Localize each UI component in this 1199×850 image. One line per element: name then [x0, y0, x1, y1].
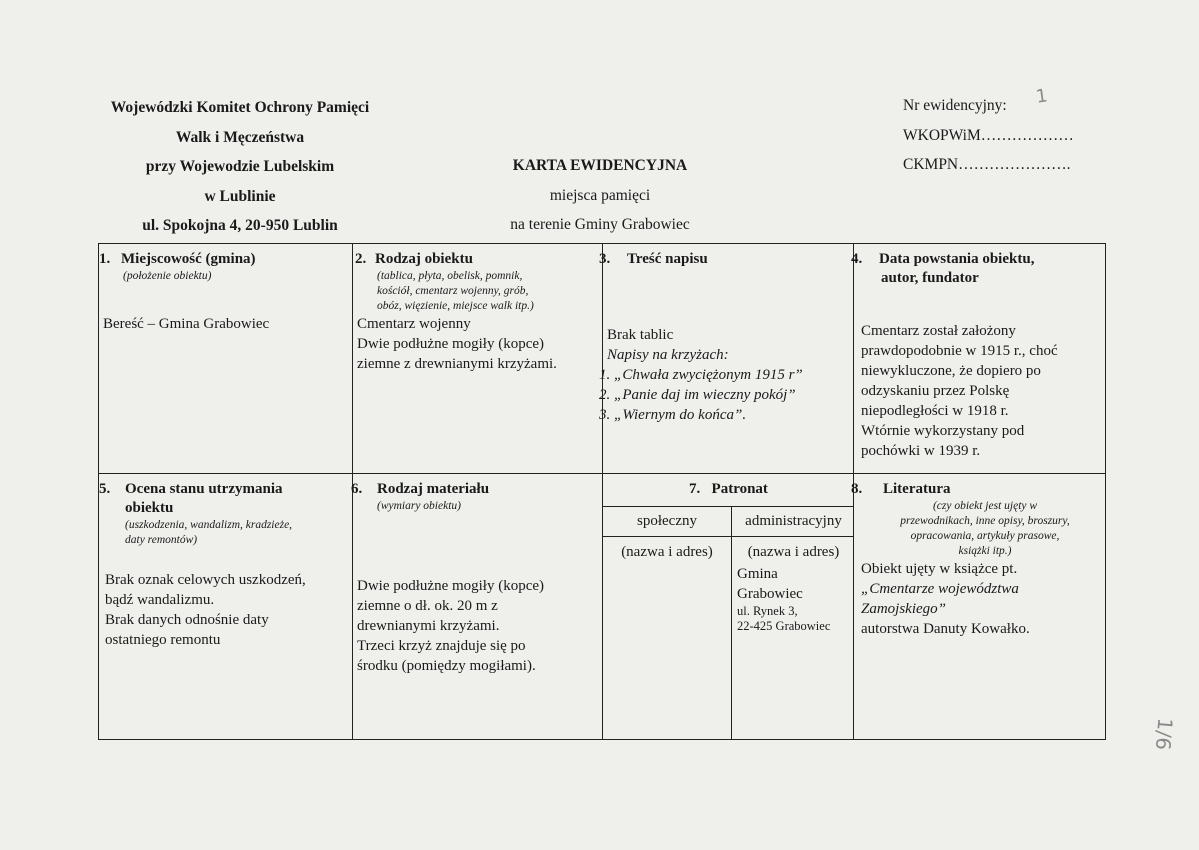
patronat-subheader-divider	[603, 536, 854, 537]
cell-title: Data powstania obiektu,	[879, 251, 1035, 267]
condition-line: Brak danych odnośnie daty	[105, 612, 269, 628]
issuer-line: ul. Spokojna 4, 20-950 Lublin	[142, 217, 338, 234]
issuer-line: Walk i Męczeństwa	[175, 128, 305, 146]
cell-title: Patronat	[711, 481, 768, 497]
material-line: ziemne o dł. ok. 20 m z	[357, 598, 498, 614]
patronat-header-divider	[603, 506, 854, 507]
origin-line: pochówki w 1939 r.	[861, 443, 981, 459]
document-title: KARTA EWIDENCYJNA	[512, 157, 688, 174]
origin-line: Cmentarz został założony	[861, 323, 1016, 339]
record-form	[98, 243, 1106, 740]
cell-title: autor, fundator	[881, 270, 979, 286]
ckmpn-field: CKMPN………………….	[903, 156, 1071, 173]
cell-title: Literatura	[883, 481, 951, 497]
cell-material	[351, 480, 601, 676]
cell-hint: obóz, więzienie, miejsce walk itp.)	[377, 300, 534, 312]
patronage-social-hint: (nazwa i adres)	[621, 544, 713, 560]
condition-line: bądź wandalizmu.	[105, 592, 215, 608]
patronage-admin-line: Gmina	[737, 566, 778, 582]
cell-hint: opracowania, artykuły prasowe,	[910, 530, 1060, 542]
wkopwim-field: WKOPWiM………………	[903, 126, 1074, 144]
cell-hint: przewodnikach, inne opisy, broszury,	[900, 515, 1070, 527]
literature-line: Obiekt ujęty w książce pt.	[861, 561, 1018, 577]
row-divider	[99, 473, 1105, 474]
origin-line: niepodległości w 1918 r.	[861, 403, 1009, 419]
origin-line: Wtórnie wykorzystany pod	[861, 423, 1025, 439]
cell-location	[99, 250, 349, 334]
literature-title: Zamojskiego”	[861, 601, 947, 617]
cell-number: 5.	[99, 481, 111, 497]
origin-line: prawdopodobnie w 1915 r., choć	[861, 343, 1058, 359]
inscription-line: Brak tablic	[607, 327, 674, 343]
material-line: Trzeci krzyż znajduje się po	[357, 638, 526, 654]
material-line: drewnianymi krzyżami.	[357, 618, 500, 634]
patronage-admin-hint: (nazwa i adres)	[747, 544, 840, 560]
patronage-admin-line: Grabowiec	[737, 586, 803, 602]
cell-patronage-title	[603, 480, 854, 499]
document-title-block	[470, 156, 730, 245]
literature-line: autorstwa Danuty Kowałko.	[861, 621, 1030, 637]
document-subtitle: miejsca pamięci	[549, 186, 651, 204]
patronage-admin-value	[737, 564, 854, 634]
cell-hint: (tablica, płyta, obelisk, pomnik,	[377, 270, 523, 282]
object-type-line: ziemne z drewnianymi krzyżami.	[357, 356, 557, 372]
cell-number: 4.	[851, 251, 863, 267]
patronat-column-divider	[731, 506, 732, 739]
cell-number: 3.	[599, 251, 611, 267]
object-type-line: Dwie podłużne mogiły (kopce)	[357, 336, 545, 352]
cell-title: Ocena stanu utrzymania	[125, 481, 283, 497]
cell-title: Treść napisu	[627, 251, 708, 267]
cell-origin	[851, 250, 1105, 461]
cell-hint: (czy obiekt jest ujęty w	[932, 500, 1038, 512]
cell-number: 8.	[851, 481, 863, 497]
cell-hint: książki itp.)	[958, 545, 1012, 557]
condition-line: ostatniego remontu	[105, 632, 221, 648]
material-line: Dwie podłużne mogiły (kopce)	[357, 578, 545, 594]
document-subtitle: na terenie Gminy Grabowiec	[510, 216, 690, 233]
material-line: środku (pomiędzy mogiłami).	[357, 658, 536, 674]
cell-number: 7.	[689, 481, 701, 497]
margin-note: 1/6	[1150, 716, 1178, 752]
object-type-line: Cmentarz wojenny	[357, 316, 471, 332]
issuer-block	[60, 98, 420, 246]
registry-number-value: 1	[1034, 85, 1049, 108]
cell-title: obiektu	[125, 500, 174, 516]
cell-hint: (uszkodzenia, wandalizm, kradzieże,	[125, 519, 293, 531]
cell-title: Rodzaj materiału	[377, 481, 490, 497]
location-value: Bereść – Gmina Grabowiec	[103, 316, 270, 332]
issuer-line: przy Wojewodzie Lubelskim	[145, 158, 335, 175]
inscription-item: 1. „Chwała zwyciężonym 1915 r”	[599, 367, 803, 383]
patronage-admin-address: ul. Rynek 3,	[737, 604, 798, 618]
issuer-line: w Lublinie	[204, 187, 276, 205]
registry-number-label: Nr ewidencyjny:	[903, 97, 1007, 114]
origin-line: odzyskaniu przez Polskę	[861, 383, 1010, 399]
cell-hint: daty remontów)	[125, 534, 198, 546]
cell-number: 6.	[351, 481, 363, 497]
cell-hint: kościół, cmentarz wojenny, grób,	[377, 285, 529, 297]
origin-line: niewykluczone, że dopiero po	[861, 363, 1041, 379]
inscription-item: 3. „Wiernym do końca”.	[599, 407, 747, 423]
cell-number: 2.	[355, 251, 367, 267]
patronage-admin-label: administracyjny	[745, 513, 842, 529]
cell-title: Rodzaj obiektu	[375, 251, 473, 267]
registry-block	[903, 96, 1074, 185]
cell-hint: (wymiary obiektu)	[377, 500, 461, 512]
patronage-admin-address: 22-425 Grabowiec	[737, 619, 831, 633]
inscription-item: 2. „Panie daj im wieczny pokój”	[599, 387, 796, 403]
cell-literature	[851, 480, 1105, 639]
condition-line: Brak oznak celowych uszkodzeń,	[105, 572, 306, 588]
issuer-line: Wojewódzki Komitet Ochrony Pamięci	[110, 99, 370, 116]
patronage-social-label: społeczny	[637, 513, 697, 529]
inscription-line: Napisy na krzyżach:	[607, 347, 729, 363]
cell-hint: (położenie obiektu)	[123, 270, 212, 282]
cell-condition	[99, 480, 349, 650]
cell-inscription	[599, 250, 851, 425]
cell-number: 1.	[99, 251, 111, 267]
cell-object-type	[355, 250, 601, 374]
literature-title: „Cmentarze województwa	[861, 581, 1019, 597]
cell-title: Miejscowość (gmina)	[121, 251, 256, 267]
